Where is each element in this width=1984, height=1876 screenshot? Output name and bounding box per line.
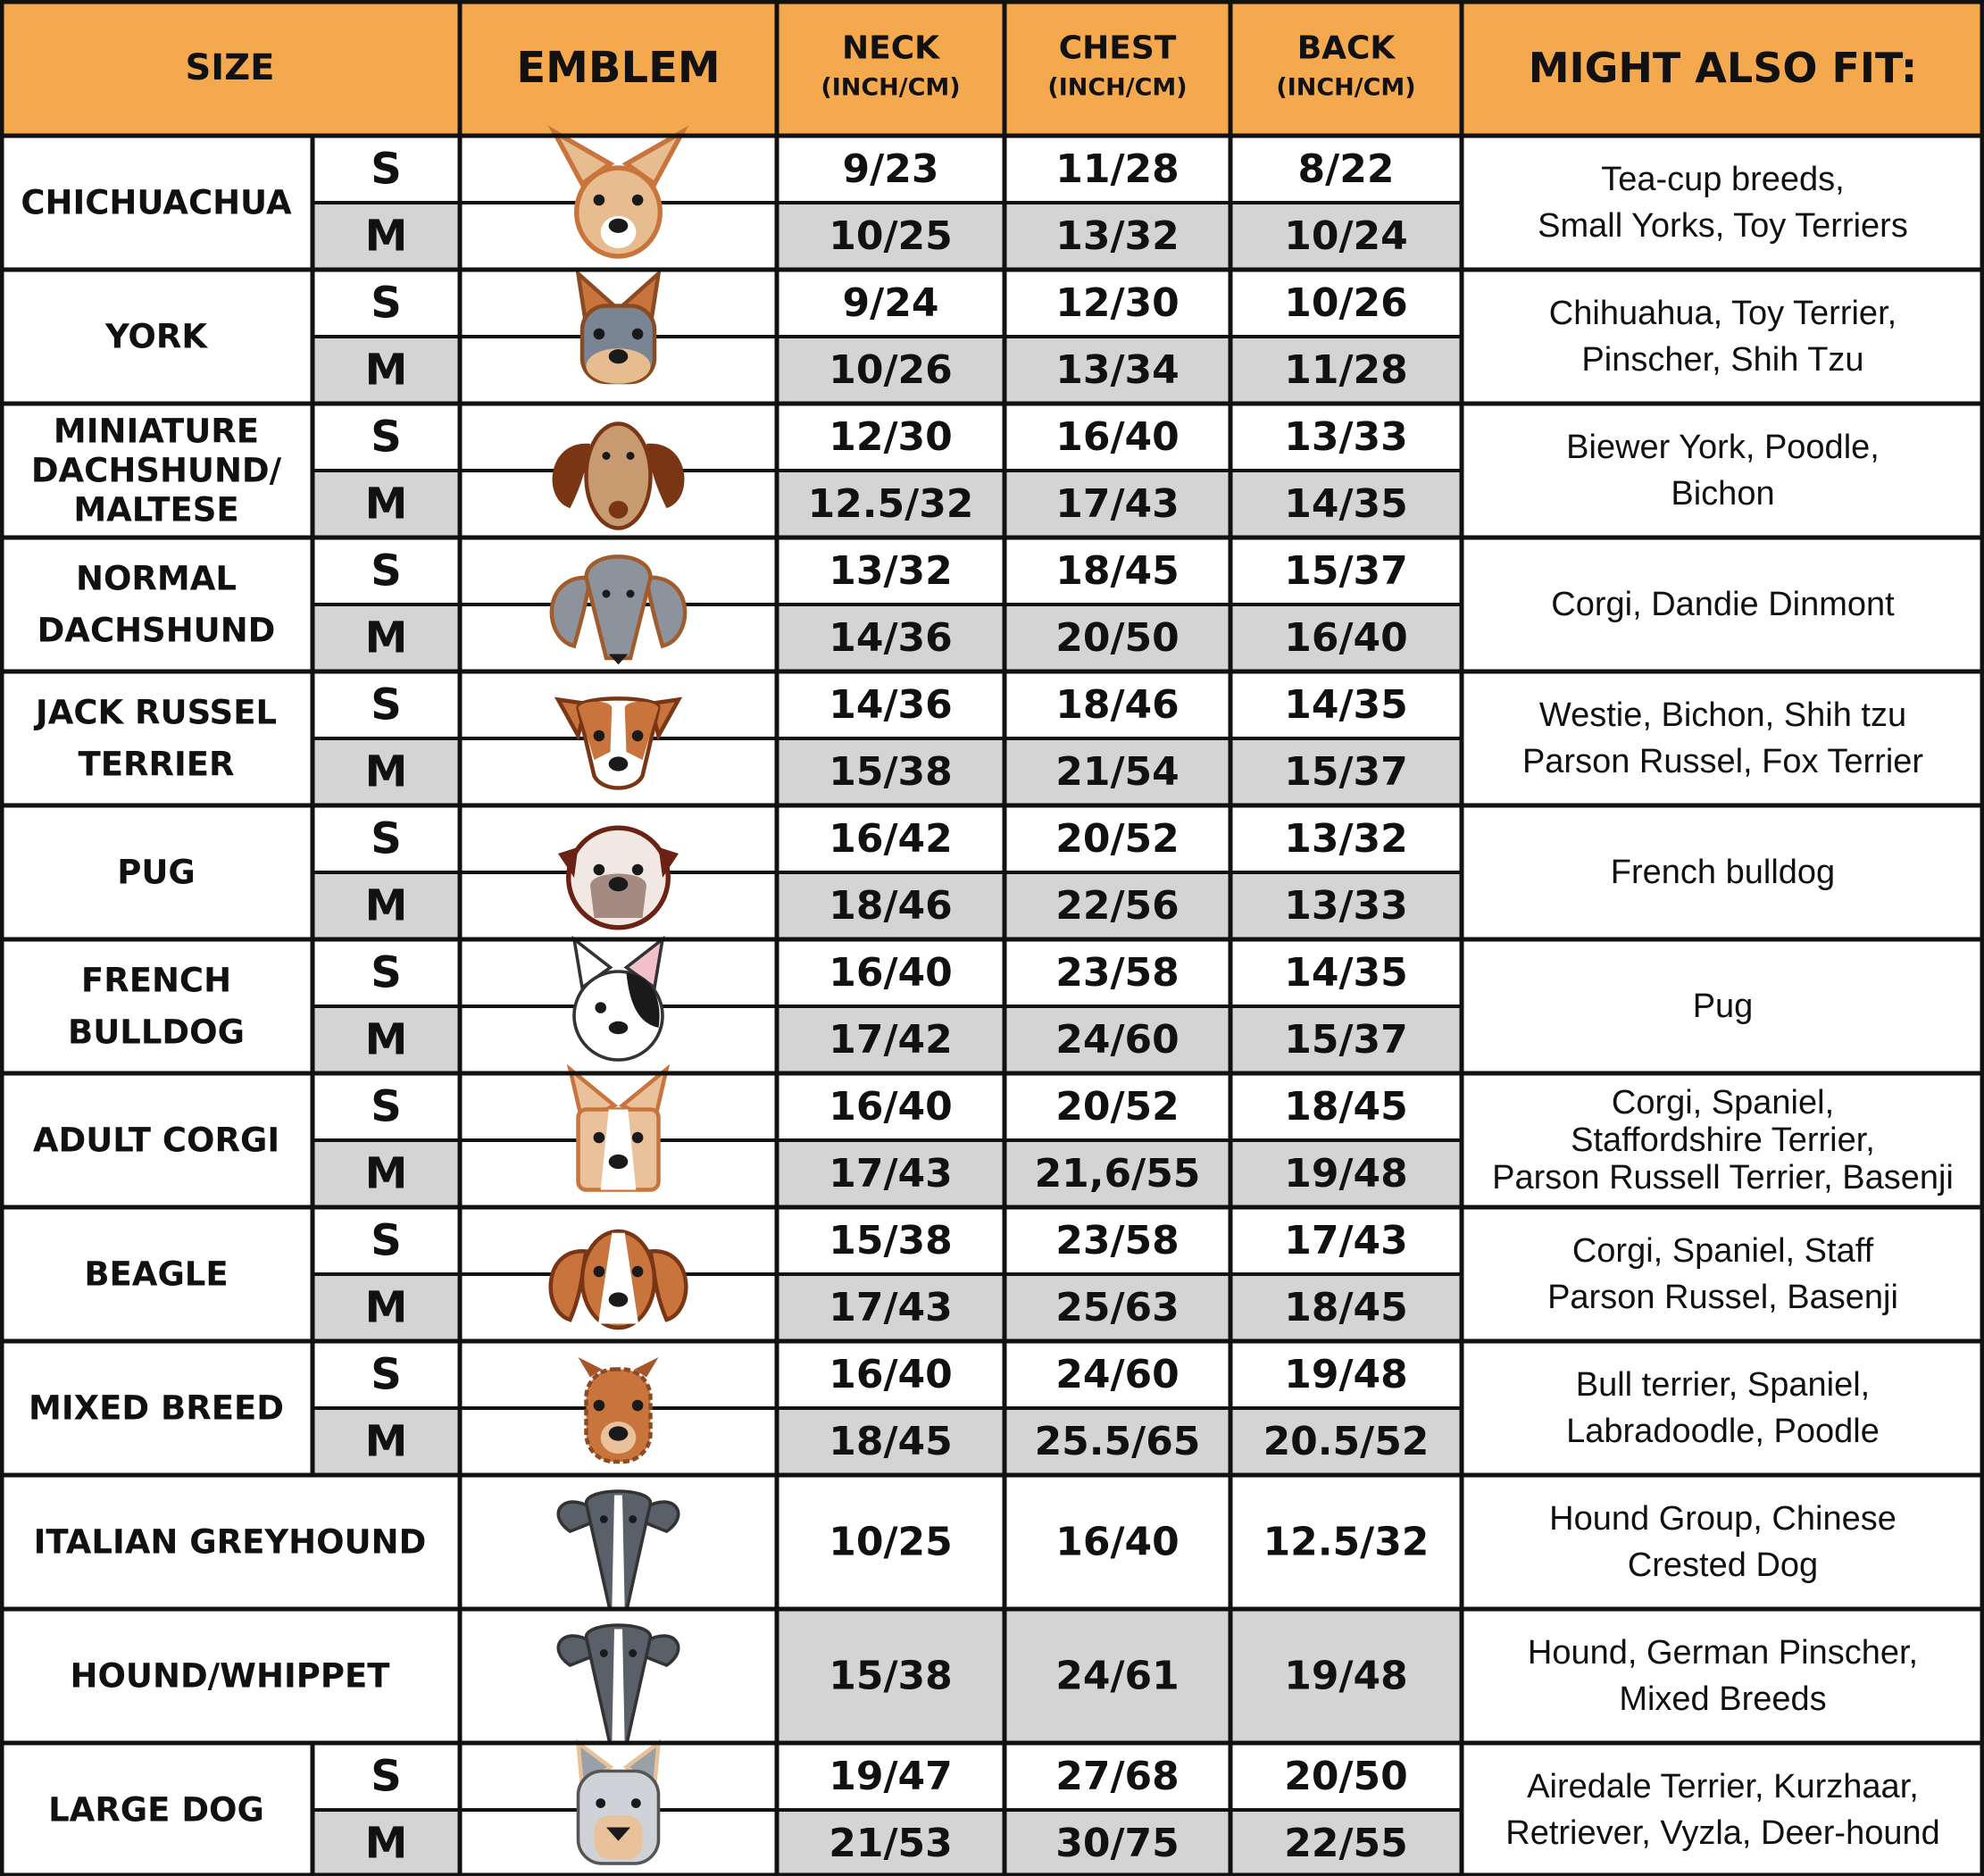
header-back-unit: (INCH/CM)	[1276, 73, 1416, 102]
might-also-fit-text: Small Yorks, Toy Terriers	[1538, 207, 1908, 245]
neck-value: 18/46	[829, 883, 953, 929]
header-neck-unit: (INCH/CM)	[821, 73, 961, 102]
back-value: 14/35	[1284, 950, 1408, 996]
chest-value: 16/40	[1055, 1519, 1180, 1565]
breed-name: CHICHUACHUA	[21, 183, 292, 222]
chest-value: 13/32	[1055, 213, 1180, 259]
fit-cell	[1462, 1475, 1984, 1609]
size-label-m: M	[364, 880, 408, 931]
neck-value: 16/40	[829, 1084, 953, 1130]
back-value: 15/37	[1284, 1017, 1408, 1063]
size-label-m: M	[364, 613, 408, 663]
size-label-s: S	[371, 1215, 402, 1266]
might-also-fit-text: Pinscher, Shih Tzu	[1581, 341, 1864, 379]
mixed-breed-icon	[579, 1357, 659, 1462]
back-value: 10/26	[1284, 280, 1408, 326]
breed-row	[0, 671, 1984, 805]
might-also-fit-text: Bichon	[1671, 475, 1775, 513]
neck-value: 14/36	[829, 682, 953, 728]
breed-row	[0, 1609, 1984, 1746]
header-chest-unit: (INCH/CM)	[1047, 73, 1188, 102]
fit-cell	[1462, 404, 1984, 538]
back-value: 15/37	[1284, 749, 1408, 795]
neck-value: 15/38	[829, 1218, 953, 1263]
size-label-s: S	[371, 947, 402, 998]
might-also-fit-text: Parson Russel, Fox Terrier	[1521, 743, 1924, 780]
chest-value: 25/63	[1055, 1285, 1180, 1330]
breed-name-cell	[0, 939, 313, 1073]
neck-value: 9/24	[842, 280, 939, 326]
breed-name-cell	[0, 538, 313, 671]
neck-value: 15/38	[829, 749, 953, 795]
back-value: 10/24	[1284, 213, 1408, 259]
back-value: 11/28	[1284, 347, 1408, 393]
breed-row	[0, 132, 1984, 271]
chest-value: 25.5/65	[1034, 1419, 1201, 1464]
breed-row	[0, 1475, 1984, 1612]
neck-value: 10/26	[829, 347, 953, 393]
breed-name: DACHSHUND	[37, 611, 276, 650]
breed-name: MINIATURE	[53, 412, 260, 451]
breed-name: PUG	[117, 853, 196, 892]
size-label-m: M	[364, 1014, 408, 1065]
back-value: 20/50	[1284, 1754, 1408, 1799]
breed-name: MIXED BREED	[29, 1388, 284, 1428]
back-value: 13/32	[1284, 816, 1408, 862]
breed-name: YORK	[104, 317, 208, 356]
might-also-fit-text: Pug	[1692, 988, 1754, 1025]
breed-name: ITALIAN GREYHOUND	[33, 1522, 427, 1562]
neck-value: 9/23	[842, 146, 939, 192]
neck-value: 16/42	[829, 816, 953, 862]
table-header	[0, 0, 1984, 136]
back-value: 19/48	[1284, 1352, 1408, 1397]
neck-value: 10/25	[829, 1519, 953, 1565]
size-label-s: S	[371, 546, 402, 596]
back-value: 13/33	[1284, 883, 1408, 929]
might-also-fit-text: Retriever, Vyzla, Deer-hound	[1505, 1814, 1940, 1852]
might-also-fit-text: Staffordshire Terrier,	[1571, 1121, 1875, 1159]
neck-value: 17/43	[829, 1285, 953, 1330]
might-also-fit-text: Westie, Bichon, Shih tzu	[1538, 696, 1907, 734]
chest-value: 21,6/55	[1034, 1151, 1201, 1196]
size-label-m: M	[364, 211, 408, 262]
might-also-fit-text: Hound, German Pinscher,	[1527, 1634, 1919, 1672]
might-also-fit-text: Hound Group, Chinese	[1549, 1500, 1896, 1538]
breed-name: HOUND/WHIPPET	[70, 1656, 390, 1696]
fit-cell	[1462, 1743, 1984, 1876]
breed-name-cell	[0, 671, 313, 805]
size-label-m: M	[364, 1148, 408, 1199]
might-also-fit-text: Airedale Terrier, Kurzhaar,	[1527, 1768, 1919, 1805]
might-also-fit-text: Crested Dog	[1627, 1547, 1819, 1584]
neck-value: 17/42	[829, 1017, 953, 1063]
size-label-m: M	[364, 479, 408, 529]
chest-value: 13/34	[1055, 347, 1180, 393]
chest-value: 20/52	[1055, 816, 1180, 862]
chest-value: 24/60	[1055, 1352, 1180, 1397]
neck-value: 12/30	[829, 414, 953, 460]
size-label-s: S	[371, 1751, 402, 1802]
breed-name: NORMAL	[76, 559, 237, 598]
back-value: 18/45	[1284, 1084, 1408, 1130]
chest-value: 18/45	[1055, 548, 1180, 594]
might-also-fit-text: Mixed Breeds	[1619, 1680, 1827, 1718]
chest-value: 27/68	[1055, 1754, 1180, 1799]
might-also-fit-text: Chihuahua, Toy Terrier,	[1548, 295, 1897, 332]
header-emblem: EMBLEM	[516, 43, 721, 93]
back-value: 13/33	[1284, 414, 1408, 460]
back-value: 12.5/32	[1263, 1519, 1430, 1565]
size-label-s: S	[371, 813, 402, 864]
neck-value: 15/38	[829, 1653, 953, 1699]
chest-value: 12/30	[1055, 280, 1180, 326]
might-also-fit-text: French bulldog	[1610, 854, 1836, 891]
breed-name: ADULT CORGI	[32, 1121, 280, 1160]
header-neck: NECK	[841, 29, 940, 67]
neck-value: 13/32	[829, 548, 953, 594]
chest-value: 20/50	[1055, 615, 1180, 661]
back-value: 18/45	[1284, 1285, 1408, 1330]
header-chest: CHEST	[1058, 29, 1177, 67]
header-might-also-fit: MIGHT ALSO FIT:	[1528, 44, 1918, 92]
neck-value: 10/25	[829, 213, 953, 259]
chest-value: 30/75	[1055, 1821, 1180, 1866]
chest-value: 16/40	[1055, 414, 1180, 460]
size-label-m: M	[364, 746, 408, 797]
header-back: BACK	[1296, 29, 1396, 67]
back-value: 19/48	[1284, 1151, 1408, 1196]
breed-row	[0, 404, 1984, 538]
breed-row	[0, 538, 1984, 671]
chest-value: 21/54	[1055, 749, 1180, 795]
size-label-s: S	[371, 144, 402, 195]
header-size: SIZE	[185, 47, 275, 88]
chest-value: 23/58	[1055, 1218, 1180, 1263]
fit-cell	[1462, 1609, 1984, 1743]
back-value: 8/22	[1297, 146, 1395, 192]
back-value: 20.5/52	[1263, 1419, 1430, 1464]
breed-name: JACK RUSSEL	[35, 693, 278, 732]
chest-value: 17/43	[1055, 481, 1180, 527]
breed-name: MALTESE	[73, 490, 239, 529]
chest-value: 24/60	[1055, 1017, 1180, 1063]
breed-name: DACHSHUND/	[30, 451, 282, 490]
neck-value: 12.5/32	[807, 481, 974, 527]
chest-value: 18/46	[1055, 682, 1180, 728]
might-also-fit-text: Parson Russel, Basenji	[1547, 1279, 1898, 1316]
size-label-m: M	[364, 1416, 408, 1467]
chest-value: 24/61	[1055, 1653, 1180, 1699]
fit-cell	[1462, 136, 1984, 270]
might-also-fit-text: Corgi, Dandie Dinmont	[1551, 586, 1895, 623]
breed-row	[0, 805, 1984, 939]
size-label-s: S	[371, 278, 402, 329]
back-value: 14/35	[1284, 481, 1408, 527]
chest-value: 11/28	[1055, 146, 1180, 192]
might-also-fit-text: Labradoodle, Poodle	[1566, 1413, 1880, 1450]
breed-name: BEAGLE	[84, 1255, 229, 1294]
neck-value: 16/40	[829, 950, 953, 996]
back-value: 19/48	[1284, 1653, 1408, 1699]
breed-name: FRENCH	[80, 961, 232, 1000]
neck-value: 18/45	[829, 1419, 953, 1464]
might-also-fit-text: Biewer York, Poodle,	[1566, 429, 1880, 466]
size-label-s: S	[371, 680, 402, 730]
might-also-fit-text: Parson Russell Terrier, Basenji	[1492, 1159, 1954, 1196]
breed-row	[0, 1341, 1984, 1475]
neck-value: 17/43	[829, 1151, 953, 1196]
size-label-s: S	[371, 412, 402, 463]
might-also-fit-text: Corgi, Spaniel,	[1611, 1084, 1835, 1121]
size-label-m: M	[364, 1282, 408, 1333]
back-value: 16/40	[1284, 615, 1408, 661]
back-value: 22/55	[1284, 1821, 1408, 1866]
fit-cell	[1462, 671, 1984, 805]
breed-row	[0, 939, 1984, 1073]
chest-value: 20/52	[1055, 1084, 1180, 1130]
might-also-fit-text: Bull terrier, Spaniel,	[1575, 1366, 1871, 1404]
fit-cell	[1462, 1341, 1984, 1475]
chest-value: 23/58	[1055, 950, 1180, 996]
back-value: 15/37	[1284, 548, 1408, 594]
breed-row	[0, 270, 1984, 404]
fit-cell	[1462, 1207, 1984, 1341]
breed-row	[0, 1743, 1984, 1876]
neck-value: 14/36	[829, 615, 953, 661]
neck-value: 16/40	[829, 1352, 953, 1397]
back-value: 17/43	[1284, 1218, 1408, 1263]
back-value: 14/35	[1284, 682, 1408, 728]
breed-name: LARGE DOG	[48, 1790, 264, 1830]
size-label-s: S	[371, 1349, 402, 1400]
might-also-fit-text: Tea-cup breeds,	[1601, 161, 1845, 198]
chest-value: 22/56	[1055, 883, 1180, 929]
neck-value: 19/47	[829, 1754, 953, 1799]
breed-row	[0, 1207, 1984, 1341]
breed-name: BULLDOG	[68, 1013, 245, 1052]
might-also-fit-text: Corgi, Spaniel, Staff	[1571, 1232, 1874, 1270]
size-label-m: M	[364, 345, 408, 396]
size-label-s: S	[371, 1081, 402, 1132]
size-label-m: M	[364, 1818, 408, 1869]
fit-cell	[1462, 270, 1984, 404]
neck-value: 21/53	[829, 1821, 953, 1866]
breed-row	[0, 1070, 1984, 1208]
breed-name: TERRIER	[78, 745, 235, 784]
